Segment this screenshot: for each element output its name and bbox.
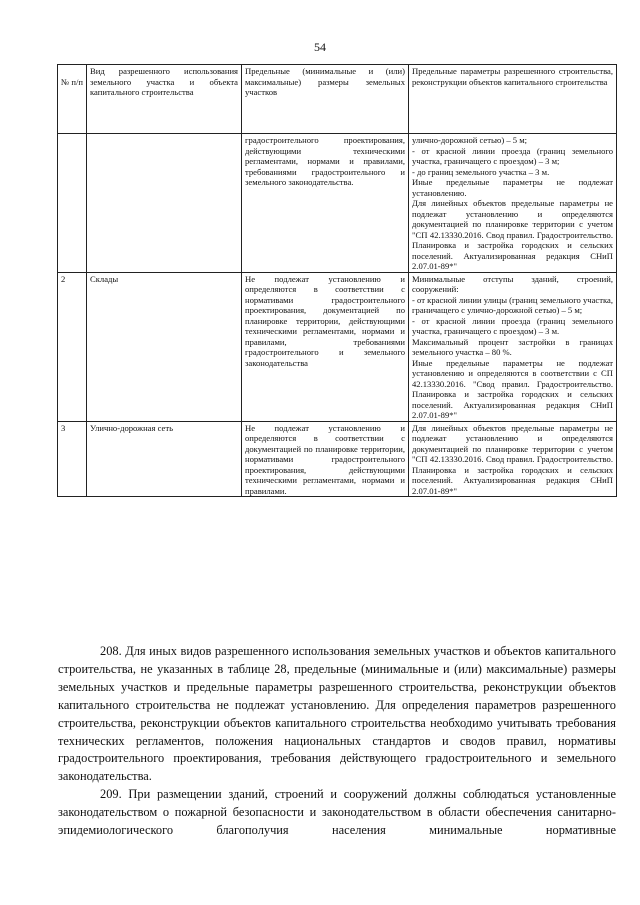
cell-paragraph: - от красной линии улицы (границ земельного участка, граничащего с улично-дорожной сетью) – 5 м; [412,294,613,315]
cell-number [58,134,87,273]
cell-paragraph: - от красной линии проезда (границ земельного участка, граничащего с проездом) – 3 м. [412,315,613,336]
table-row [58,272,617,421]
page-number: 54 [314,40,326,54]
cell-use-type: Склады [87,272,242,421]
paragraph-209: 209. При размещении зданий, строений и сооружений должны соблюдаться установленные законодательством о пожарной безопасности и законодательством в области обеспечения санитарно-эпидемиологического благополучия населения минимальные нормативные [58,787,616,838]
cell-paragraph: Для линейных объектов предельные параметры не подлежат установлению и определяются документацией по планировке территории с учетом "СП 42.13330.2016. Свод правил. Градостроительство. Планировка и застройка городских и сельских поселений. Актуализированная редакция СНиП 2.07.01-89*" [412,198,613,271]
cell-paragraph: - от красной линии проезда (границ земельного участка, граничащего с проездом) – 3 м; [412,145,613,166]
cell-paragraph: Не подлежат установлению и определяются в соответствии с документацией по планировке территории, нормативами градостроительного проектирования, действующими техническими регламентами, нормами и правилами. [245,422,405,496]
cell-paragraph: Для линейных объектов предельные параметры не подлежат установлению и определяются документацией по планировке территории с учетом "СП 42.13330.2016. Свод правил. Градостроительство. Планировка и застройка городских и сельских поселений. Актуализированная редакция СНиП 2.07.01-89*" [412,422,613,496]
paragraph-208: 208. Для иных видов разрешенного использования земельных участков и объектов капитального строительства, не указанных в таблице 28, предельные (минимальные и (или) максимальные) размеры земельных участков и предельные параметры разрешенного строительства, реконструкции объектов капитального строительства не подлежат установлению. Для определения параметров разрешенного строительства, реконструкции объектов капитального строительства необходимо учитывать требования технических регламентов, положения национальных стандартов и сводов правил, нормативы градостроительного проектирования, требования действующего градостроительного и земельного законодательства. [58,644,616,784]
cell-plot-sizes [242,421,409,497]
cell-plot-sizes [242,272,409,421]
cell-plot-sizes [242,134,409,273]
header-building-params: Предельные параметры разрешенного строительства, реконструкции объектов капитального строительства [409,65,617,134]
cell-building-params [409,272,617,421]
cell-paragraph: градостроительного проектирования, действующими техническими регламентами, нормами и правилами, требованиями градостроительного и земельного законодательства. [245,135,405,187]
cell-paragraph: Не подлежат установлению и определяются в соответствии с нормативами градостроительного проектирования, документацией по планировке территории, действующими техническими регламентами, нормами и правилами, требованиями градостроительного и земельного законодательства [245,273,405,368]
body-text [58,643,616,840]
cell-paragraph: - до границ земельного участка – 3 м. [412,166,550,177]
regulations-table [57,64,617,497]
table-header-row [58,65,617,134]
cell-building-params [409,134,617,273]
header-plot-sizes: Предельные (минимальные и (или) максимальные) размеры земельных участков [242,65,409,134]
cell-use-type [87,134,242,273]
cell-number: 2 [58,272,87,421]
cell-use-type: Улично-дорожная сеть [87,421,242,497]
table-row [58,421,617,497]
table-row [58,134,617,273]
cell-number: 3 [58,421,87,497]
cell-paragraph: Максимальный процент застройки в границах земельного участка – 80 %. [412,336,613,357]
cell-building-params [409,421,617,497]
header-number: № п/п [58,65,87,134]
cell-paragraph: Минимальные отступы зданий, строений, сооружений: [412,273,613,294]
cell-paragraph: Иные предельные параметры не подлежат установлению. [412,177,613,198]
cell-paragraph: улично-дорожной сетью) – 5 м; [412,135,528,145]
header-use-type: Вид разрешенного использования земельного участка и объекта капитального строительства [87,65,242,134]
cell-paragraph: Иные предельные параметры не подлежат установлению и определяются в соответствии с СП 42.13330.2016. "Свод правил. Градостроительство. Планировка и застройка городских и сельских поселений. Актуализированная редакция СНиП 2.07.01-89*" [412,357,613,420]
